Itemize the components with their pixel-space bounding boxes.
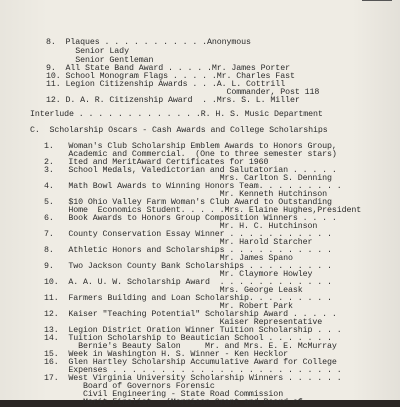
- doc-line: Academic and Commercial. (One to three semester stars): [44, 150, 337, 159]
- doc-line: Board of Governors Forensic: [44, 382, 215, 391]
- doc-line: 15. Week in Washington H. S. Winner - Ken Hecklor: [44, 350, 288, 359]
- doc-line: Mr. Robert Park: [44, 302, 293, 311]
- doc-line: 13. Legion District Oration Winner Tuition Scholarship . . .: [44, 326, 342, 335]
- doc-line: 6. Book Awards to Honors Group Composition Winners . . . .: [44, 214, 337, 223]
- doc-line: Merit Finalist - (Morrison Grant and Board of: [44, 398, 303, 407]
- doc-line: 5. $10 Ohio Valley Farm Woman's Club Award to Outstanding: [44, 198, 332, 207]
- doc-line: 17. West Virginia University Scholarship Winners . . . . . .: [44, 374, 342, 383]
- doc-line: 14. Tuition Scholarship to Beautician School . . . . . . .: [44, 334, 332, 343]
- doc-line: Home Economics Student. . . . .Mrs. Elaine Hughes,President: [44, 206, 362, 215]
- doc-line: Mrs. Carlton S. Denning: [44, 174, 332, 183]
- doc-line: Mr. James Spano: [44, 254, 293, 263]
- doc-line: Mrs. George Leask: [44, 286, 303, 295]
- doc-line: 4. Math Bowl Awards to Winning Honors Team. . . . . . . . .: [44, 182, 342, 191]
- doc-line: 8. Plaques . . . . . . . . . . .Anonymous: [46, 38, 251, 47]
- page-edge-mark: [362, 0, 392, 6]
- doc-line: Expenses . . . . . . . . . . . . . . . . . . . . . . . .: [44, 366, 342, 375]
- doc-line: 2. Ited and MeritAward Certificates for 1960: [44, 158, 269, 167]
- doc-line: Senior Lady: [46, 47, 129, 56]
- doc-line: Mr. Claymore Howley: [44, 270, 313, 279]
- doc-line: Civil Engineering - State Road Commission: [44, 390, 284, 399]
- doc-line: Commander, Post 118: [46, 88, 320, 97]
- section-heading: C. Scholarship Oscars - Cash Awards and College Scholarships: [30, 126, 328, 135]
- doc-line: Mr. Harold Starcher: [44, 238, 313, 247]
- doc-line: 9. All State Band Award . . . . .Mr. James Porter: [46, 64, 290, 73]
- doc-line: Senior Gentleman: [46, 56, 154, 65]
- doc-line: 11. Legion Citizenship Awards . . .A. L. Cottrill: [46, 80, 286, 89]
- doc-line: 1. Woman's Club Scholarship Emblem Awards to Honors Group,: [44, 142, 337, 151]
- doc-line: 3. School Medals, Valedictorian and Salutatorian . . . . .: [44, 166, 337, 175]
- doc-line: 8. Athletic Honors and Scholarships . . . . . . . . . . .: [44, 246, 332, 255]
- doc-line: Bernie's Beauty Salon Mr. and Mrs. E. E. McMurray: [44, 342, 337, 351]
- doc-line: 11. Farmers Building and Loan Scholarship. . . . . . . . .: [44, 294, 332, 303]
- doc-line: Mr. Kenneth Hutchinson: [44, 190, 327, 199]
- doc-line: 10. School Monogram Flags . . . . .Mr. Charles Fast: [46, 72, 295, 81]
- doc-line: Mr. H. C. Hutchinson: [44, 222, 318, 231]
- doc-line: Interlude . . . . . . . . . . . . .R. H. S. Music Department: [30, 110, 323, 119]
- doc-line: 7. County Conservation Essay Winner . . . . . . . . . . .: [44, 230, 332, 239]
- doc-line: 9. Two Jackson County Bank Scholarships . . . . . . . . .: [44, 262, 332, 271]
- doc-line: 10. A. A. U. W. Scholarship Award . . . . . . . . . . . .: [44, 278, 332, 287]
- doc-line: 12. Kaiser "Teaching Potential" Scholarship Award . . . . .: [44, 310, 337, 319]
- doc-line: 12. D. A. R. Citizenship Award . .Mrs. S. L. Miller: [46, 96, 300, 105]
- doc-line: Kaiser Representative: [44, 318, 323, 327]
- doc-line: 16. Glen Hartley Scholarship Accumulative Award for College: [44, 358, 337, 367]
